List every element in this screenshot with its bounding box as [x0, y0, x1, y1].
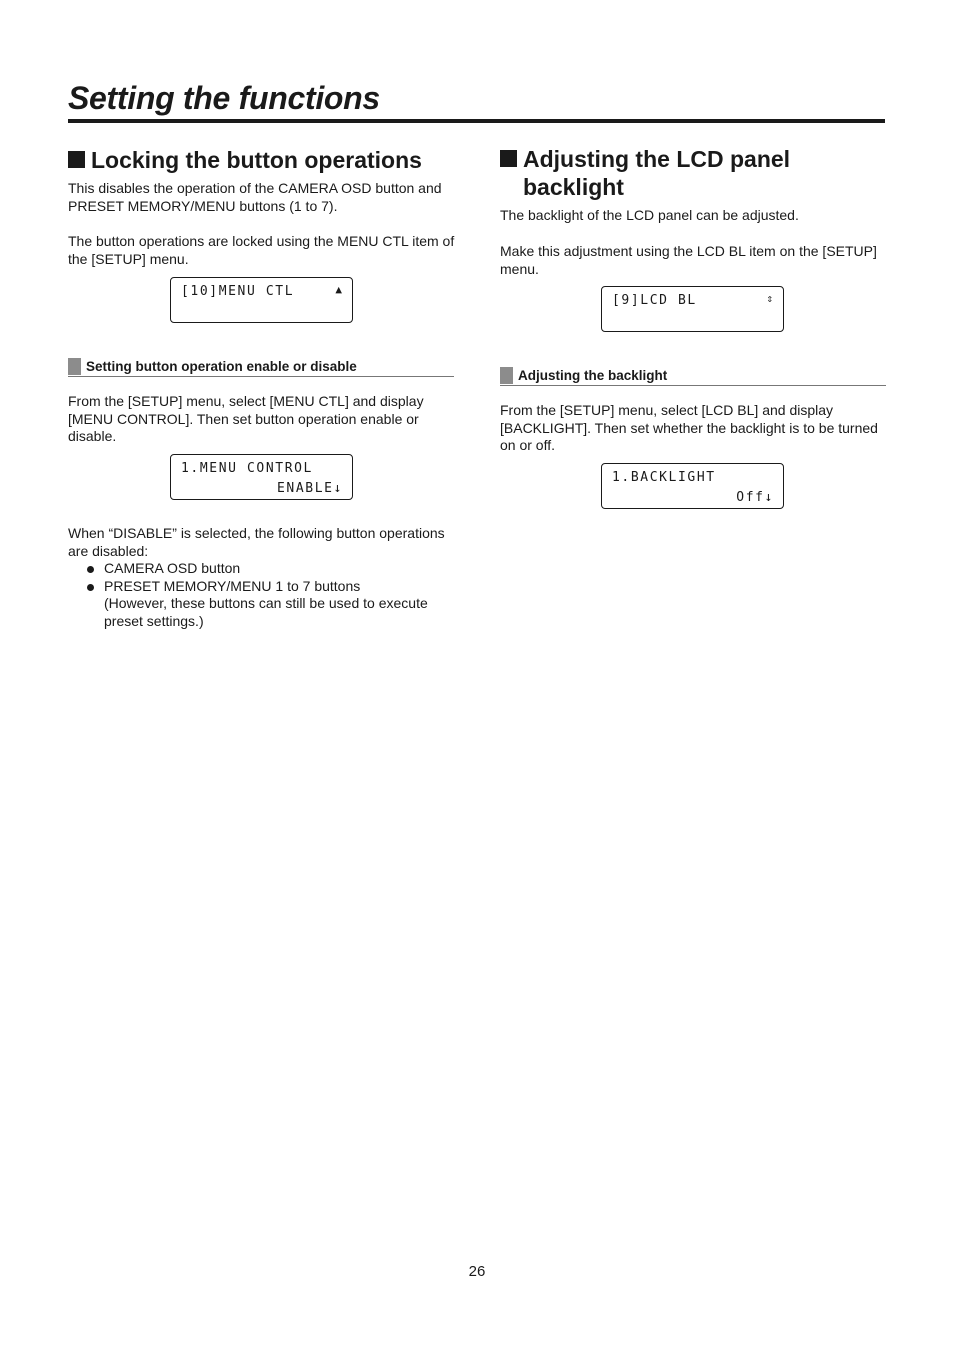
lcd-display-menu-control	[170, 454, 353, 500]
section-heading-locking	[68, 146, 422, 174]
lcd-line: 1.BACKLIGHT	[612, 470, 716, 485]
list-item-note: (However, these buttons can still be used to execute preset settings.)	[104, 595, 428, 629]
list-item	[68, 578, 458, 631]
list-item-text: CAMERA OSD button	[104, 560, 241, 576]
lcd-display-menu-ctl	[170, 277, 353, 323]
sub-heading-enable-disable	[68, 358, 454, 377]
list-item-text: PRESET MEMORY/MENU 1 to 7 buttons	[104, 577, 361, 594]
square-bullet-icon	[500, 150, 517, 167]
up-down-arrow-icon: ⇕	[766, 292, 773, 305]
grey-bar-icon	[68, 358, 81, 375]
grey-bar-icon	[500, 367, 513, 384]
sub-heading-text: Adjusting the backlight	[518, 368, 668, 383]
disabled-list	[68, 560, 458, 630]
intro-paragraph: Make this adjustment using the LCD BL item on the [SETUP] menu.	[500, 243, 877, 277]
lcd-display-backlight	[601, 463, 784, 509]
intro-paragraph: The button operations are locked using the MENU CTL item of the [SETUP] menu.	[68, 233, 455, 267]
list-item	[68, 560, 458, 578]
intro-paragraph: This disables the operation of the CAMERA OSD button and PRESET MEMORY/MENU buttons (1 to 7).	[68, 180, 442, 214]
bullet-dot-icon	[87, 584, 94, 591]
lcd-line: 1.MENU CONTROL	[181, 461, 313, 476]
up-arrow-icon: ▲	[335, 283, 342, 296]
body-paragraph: From the [SETUP] menu, select [LCD BL] and display [BACKLIGHT]. Then set whether the backlight is to be turned on or off.	[500, 402, 878, 454]
sub-heading-adjusting-backlight	[500, 367, 886, 386]
disabled-intro: When “DISABLE” is selected, the following button operations are disabled:	[68, 525, 445, 559]
lcd-line: [9]LCD BL	[612, 293, 697, 308]
lcd-line: Off↓	[736, 490, 774, 505]
intro-paragraph: The backlight of the LCD panel can be adjusted.	[500, 207, 799, 223]
lcd-display-lcd-bl	[601, 286, 784, 332]
lcd-line: [10]MENU CTL	[181, 284, 295, 299]
square-bullet-icon	[68, 151, 85, 168]
section-heading-text: Adjusting the LCD panel backlight	[523, 146, 791, 200]
body-paragraph: From the [SETUP] menu, select [MENU CTL] and display [MENU CONTROL]. Then set button operation enable or disable.	[68, 393, 424, 445]
page-title: Setting the functions	[68, 80, 380, 116]
section-heading-text: Locking the button operations	[91, 147, 422, 173]
bullet-dot-icon	[87, 566, 94, 573]
title-rule	[68, 119, 885, 123]
section-heading-lcd-backlight	[500, 145, 853, 201]
lcd-line: ENABLE↓	[277, 481, 343, 496]
sub-heading-text: Setting button operation enable or disable	[86, 359, 357, 374]
page-number: 26	[468, 1263, 486, 1280]
